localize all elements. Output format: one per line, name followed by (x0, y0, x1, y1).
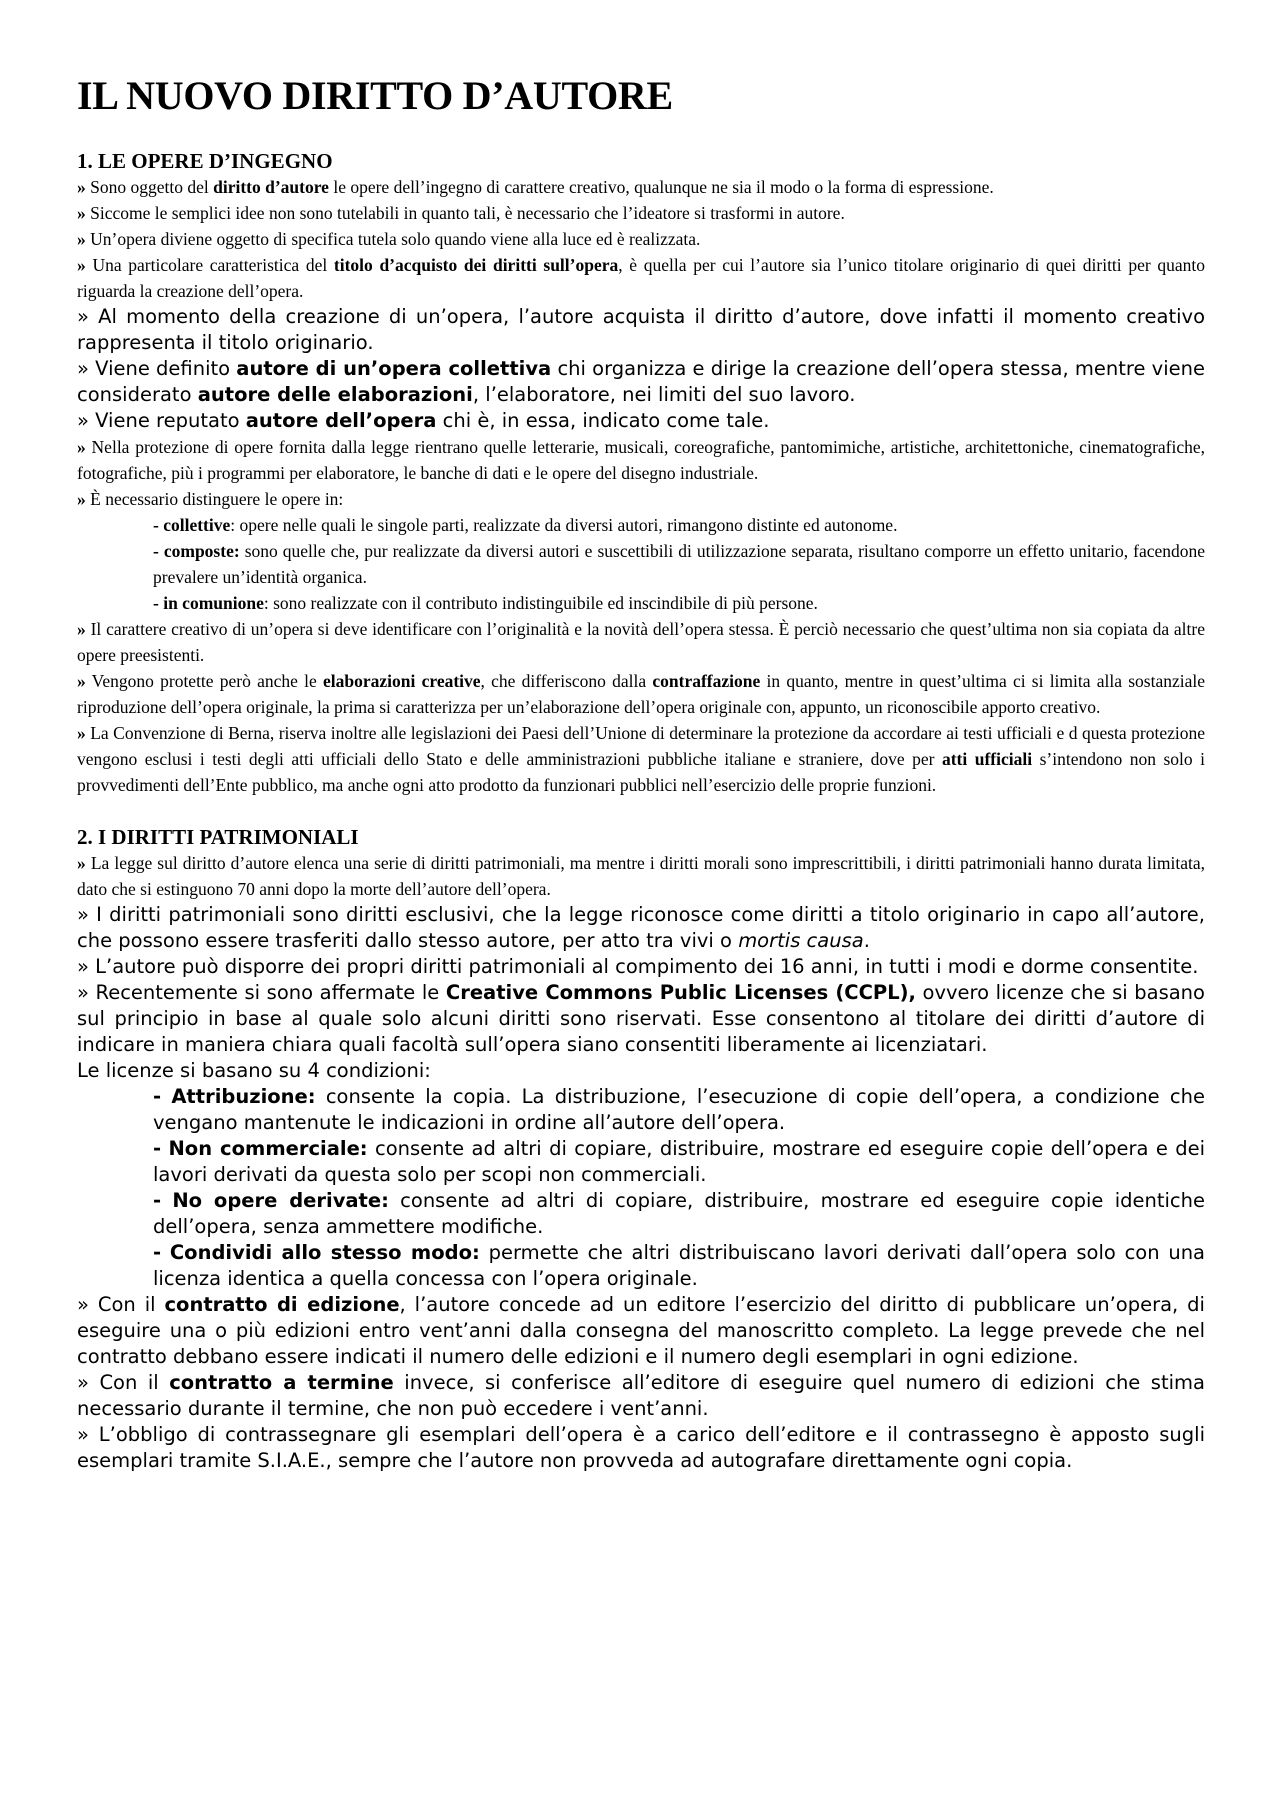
paragraph: » La Convenzione di Berna, riserva inoltre alle legislazioni dei Paesi dell’Unione di determinare la protezione da accordare ai testi ufficiali e d questa protezione vengono esclusi i testi degli atti ufficiali dello Stato e delle amministrazioni pubbliche italiane e straniere, dove per atti ufficiali s’intendono non solo i provvedimenti dell’Ente pubblico, ma anche ogni atto prodotto da funzionari pubblici nell’esercizio delle proprie funzioni. (77, 723, 1206, 795)
bullet: » (77, 1293, 89, 1316)
dash: - (153, 593, 159, 613)
paragraph: » Nella protezione di opere fornita dalla legge rientrano quelle letterarie, musicali, coreografiche, pantomimiche, artistiche, architettoniche, cinematografiche, fotografiche, più i programmi per elaboratore, le banche di dati e le opere del disegno industriale. (77, 437, 1206, 483)
bullet: » (77, 903, 89, 926)
paragraph: » La legge sul diritto d’autore elenca una serie di diritti patrimoniali, ma mentre i diritti morali sono imprescrittibili, i diritti patrimoniali hanno durata limitata, dato che si estinguono 70 anni dopo la morte dell’autore dell’opera. (77, 853, 1206, 899)
paragraph: » Un’opera diviene oggetto di specifica tutela solo quando viene alla luce ed è realizzata. (77, 229, 701, 249)
dash: - (153, 1137, 162, 1160)
list-item: - Non commerciale: consente ad altri di copiare, distribuire, mostrare ed eseguire copie dell’opera e dei lavori derivati da questa solo per scopi non commerciali. (153, 1137, 1205, 1186)
bullet: » (77, 1423, 89, 1446)
dash: - (153, 1189, 162, 1212)
bullet: » (77, 357, 89, 380)
dash: - (153, 515, 159, 535)
paragraph: » Il carattere creativo di un’opera si deve identificare con l’originalità e la novità dell’opera stessa. È perciò necessario che quest’ultima non sia copiata da altre opere preesistenti. (77, 619, 1206, 665)
list-item: - Condividi allo stesso modo: permette che altri distribuiscano lavori derivati dall’opera solo con una licenza identica a quella concessa con l’opera originale. (153, 1241, 1206, 1290)
paragraph: » L’autore può disporre dei propri diritti patrimoniali al compimento dei 16 anni, in tutti i modi e dorme consentite. (77, 955, 1199, 978)
paragraph: » Siccome le semplici idee non sono tutelabili in quanto tali, è necessario che l’ideatore si trasformi in autore. (77, 203, 845, 223)
paragraph: » Con il contratto a termine invece, si conferisce all’editore di eseguire quel numero di edizioni che stima necessario durante il termine, che non può eccedere i vent’anni. (77, 1371, 1205, 1420)
paragraph: » È necessario distinguere le opere in: (77, 489, 344, 509)
bullet: » (77, 177, 86, 197)
document-page (77, 72, 1205, 1474)
list-item: - collettive: opere nelle quali le singole parti, realizzate da diversi autori, rimangono distinte ed autonome. (153, 515, 898, 535)
paragraph: » Viene definito autore di un’opera collettiva chi organizza e dirige la creazione dell’opera stessa, mentre viene considerato autore delle elaborazioni, l’elaboratore, nei limiti del suo lavoro. (77, 357, 1205, 406)
paragraph: » Recentemente si sono affermate le Creative Commons Public Licenses (CCPL), ovvero licenze che si basano sul principio in base al quale solo alcuni diritti sono riservati. Esse consentono al titolare dei diritti d’autore di indicare in maniera chiara quali facoltà sull’opera siano consentiti liberamente ai licenziatari. (77, 981, 1205, 1056)
paragraph: Le licenze si basano su 4 condizioni: (77, 1059, 431, 1082)
bullet: » (77, 723, 86, 743)
bullet: » (77, 489, 86, 509)
bullet: » (77, 619, 86, 639)
bullet: » (77, 203, 86, 223)
bullet: » (77, 671, 86, 691)
paragraph: » I diritti patrimoniali sono diritti esclusivi, che la legge riconosce come diritti a titolo originario in capo all’autore, che possono essere trasferiti dallo stesso autore, per atto tra vivi o mortis causa. (77, 903, 1205, 952)
paragraph: » L’obbligo di contrassegnare gli esemplari dell’opera è a carico dell’editore e il contrassegno è apposto sugli esemplari tramite S.I.A.E., sempre che l’autore non provveda ad autografare direttamente ogni copia. (77, 1423, 1205, 1472)
dash: - (153, 541, 159, 561)
bullet: » (77, 1371, 89, 1394)
bullet: » (77, 981, 89, 1004)
bullet: » (77, 255, 86, 275)
bullet: » (77, 409, 89, 432)
paragraph: » Al momento della creazione di un’opera, l’autore acquista il diritto d’autore, dove infatti il momento creativo rappresenta il titolo originario. (77, 305, 1206, 354)
page-title: IL NUOVO DIRITTO D’AUTORE (77, 73, 673, 118)
list-item: - Attribuzione: consente la copia. La distribuzione, l’esecuzione di copie dell’opera, a condizione che vengano mantenute le indicazioni in ordine all’autore dell’opera. (153, 1085, 1205, 1134)
paragraph: » Con il contratto di edizione, l’autore concede ad un editore l’esercizio del diritto di pubblicare un’opera, di eseguire una o più edizioni entro vent’anni dalla consegna del manoscritto completo. La legge prevede che nel contratto debbano essere indicati il numero delle edizioni e il numero degli esemplari in ogni edizione. (77, 1293, 1205, 1368)
bullet: » (77, 437, 86, 457)
section-heading-opere: 1. LE OPERE D’INGEGNO (77, 149, 333, 173)
bullet: » (77, 305, 89, 328)
bullet: » (77, 853, 86, 873)
paragraph: » Vengono protette però anche le elaborazioni creative, che differiscono dalla contraffazione in quanto, mentre in quest’ultima ci si limita alla sostanziale riproduzione dell’opera originale, la prima si caratterizza per un’elaborazione dell’opera originale con, appunto, un riconoscibile apporto creativo. (77, 671, 1206, 717)
paragraph: » Viene reputato autore dell’opera chi è, in essa, indicato come tale. (77, 409, 770, 432)
list-item: - composte: sono quelle che, pur realizzate da diversi autori e suscettibili di utilizzazione separata, risultano comporre un effetto unitario, facendone prevalere un’identità organica. (153, 541, 1206, 587)
section-heading-diritti: 2. I DIRITTI PATRIMONIALI (77, 825, 359, 849)
bullet: » (77, 229, 86, 249)
dash: - (153, 1241, 162, 1264)
paragraph: » Sono oggetto del diritto d’autore le opere dell’ingegno di carattere creativo, qualunque ne sia il modo o la forma di espressione. (77, 177, 994, 197)
paragraph: » Una particolare caratteristica del titolo d’acquisto dei diritti sull’opera, è quella per cui l’autore sia l’unico titolare originario di quei diritti per quanto riguarda la creazione dell’opera. (77, 255, 1205, 301)
dash: - (153, 1085, 162, 1108)
list-item: - No opere derivate: consente ad altri di copiare, distribuire, mostrare ed eseguire copie identiche dell’opera, senza ammettere modifiche. (153, 1189, 1205, 1238)
list-item: - in comunione: sono realizzate con il contributo indistinguibile ed inscindibile di più persone. (153, 593, 818, 613)
bullet: » (77, 955, 89, 978)
